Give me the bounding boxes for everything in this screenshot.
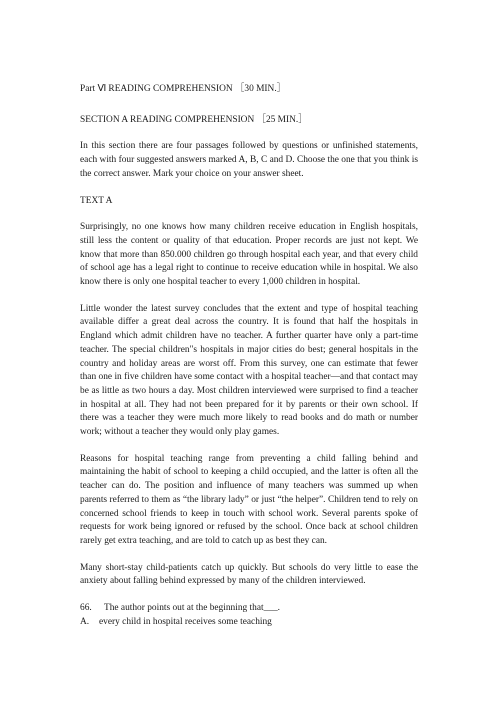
page-content	[80, 72, 418, 630]
passage-paragraph-4: Many short-stay child-patients catch up quickly. But schools do very little to ease the anxiety about falling behind expressed by many of the children interviewed.	[80, 562, 418, 587]
option-a-text: every child in hospital receives some teaching	[99, 616, 272, 627]
passage-paragraph-2: Little wonder the latest survey concludes that the extent and type of hospital teaching available differ a great deal across the country. It is found that half the hospitals in England which admit children have no teacher. A further quarter have only a part-time teacher. The special children"s hospitals in major cities do best; general hospitals in the country and holiday areas are worst off. From this survey, one can estimate that fewer than one in five children have some contact with a hospital teacher—and that contact may be as little as two hours a day. Most children interviewed were surprised to find a teacher in hospital at all. They had not been prepared for it by parents or their own school. If there was a teacher they were much more likely to read books and do math or number work; without a teacher they would only play games.	[80, 303, 418, 438]
option-a	[80, 616, 418, 630]
question-number: 66.	[80, 603, 92, 614]
instructions-paragraph: In this section there are four passages followed by questions or unfinished statements, each with four suggested answers marked A, B, C and D. Choose the one that you think is the correct answer. Mark your choice on your answer sheet.	[80, 141, 418, 179]
question-66	[80, 602, 418, 616]
section-title: SECTION A READING COMPREHENSION ［25 MIN.］	[80, 114, 308, 125]
part-title: Part Ⅵ READING COMPREHENSION ［30 MIN.］	[80, 84, 287, 94]
question-stem: The author points out at the beginning that___.	[104, 603, 281, 614]
text-label: TEXT A	[80, 195, 113, 206]
passage-paragraph-3: Reasons for hospital teaching range from preventing a child falling behind and maintaining the habit of school to keeping a child occupied, and the latter is often all the teacher can do. The position and influence of many teachers was summed up when parents referred to them as “the library lady” or just “the helper”. Children tend to rely on concerned school friends to keep in touch with school work. Several parents spoke of requests for work being ignored or refused by the school. Once back at school children rarely get extra teaching, and are told to catch up as best they can.	[80, 453, 418, 546]
passage-paragraph-1: Surprisingly, no one knows how many children receive education in English hospitals, still less the content or quality of that education. Proper records are just not kept. We know that more than 850.000 children go through hospital each year, and that every child of school age has a legal right to continue to receive education while in hospital. We also know there is only one hospital teacher to every 1,000 children in hospital.	[80, 222, 418, 288]
option-a-letter: A.	[80, 616, 90, 627]
